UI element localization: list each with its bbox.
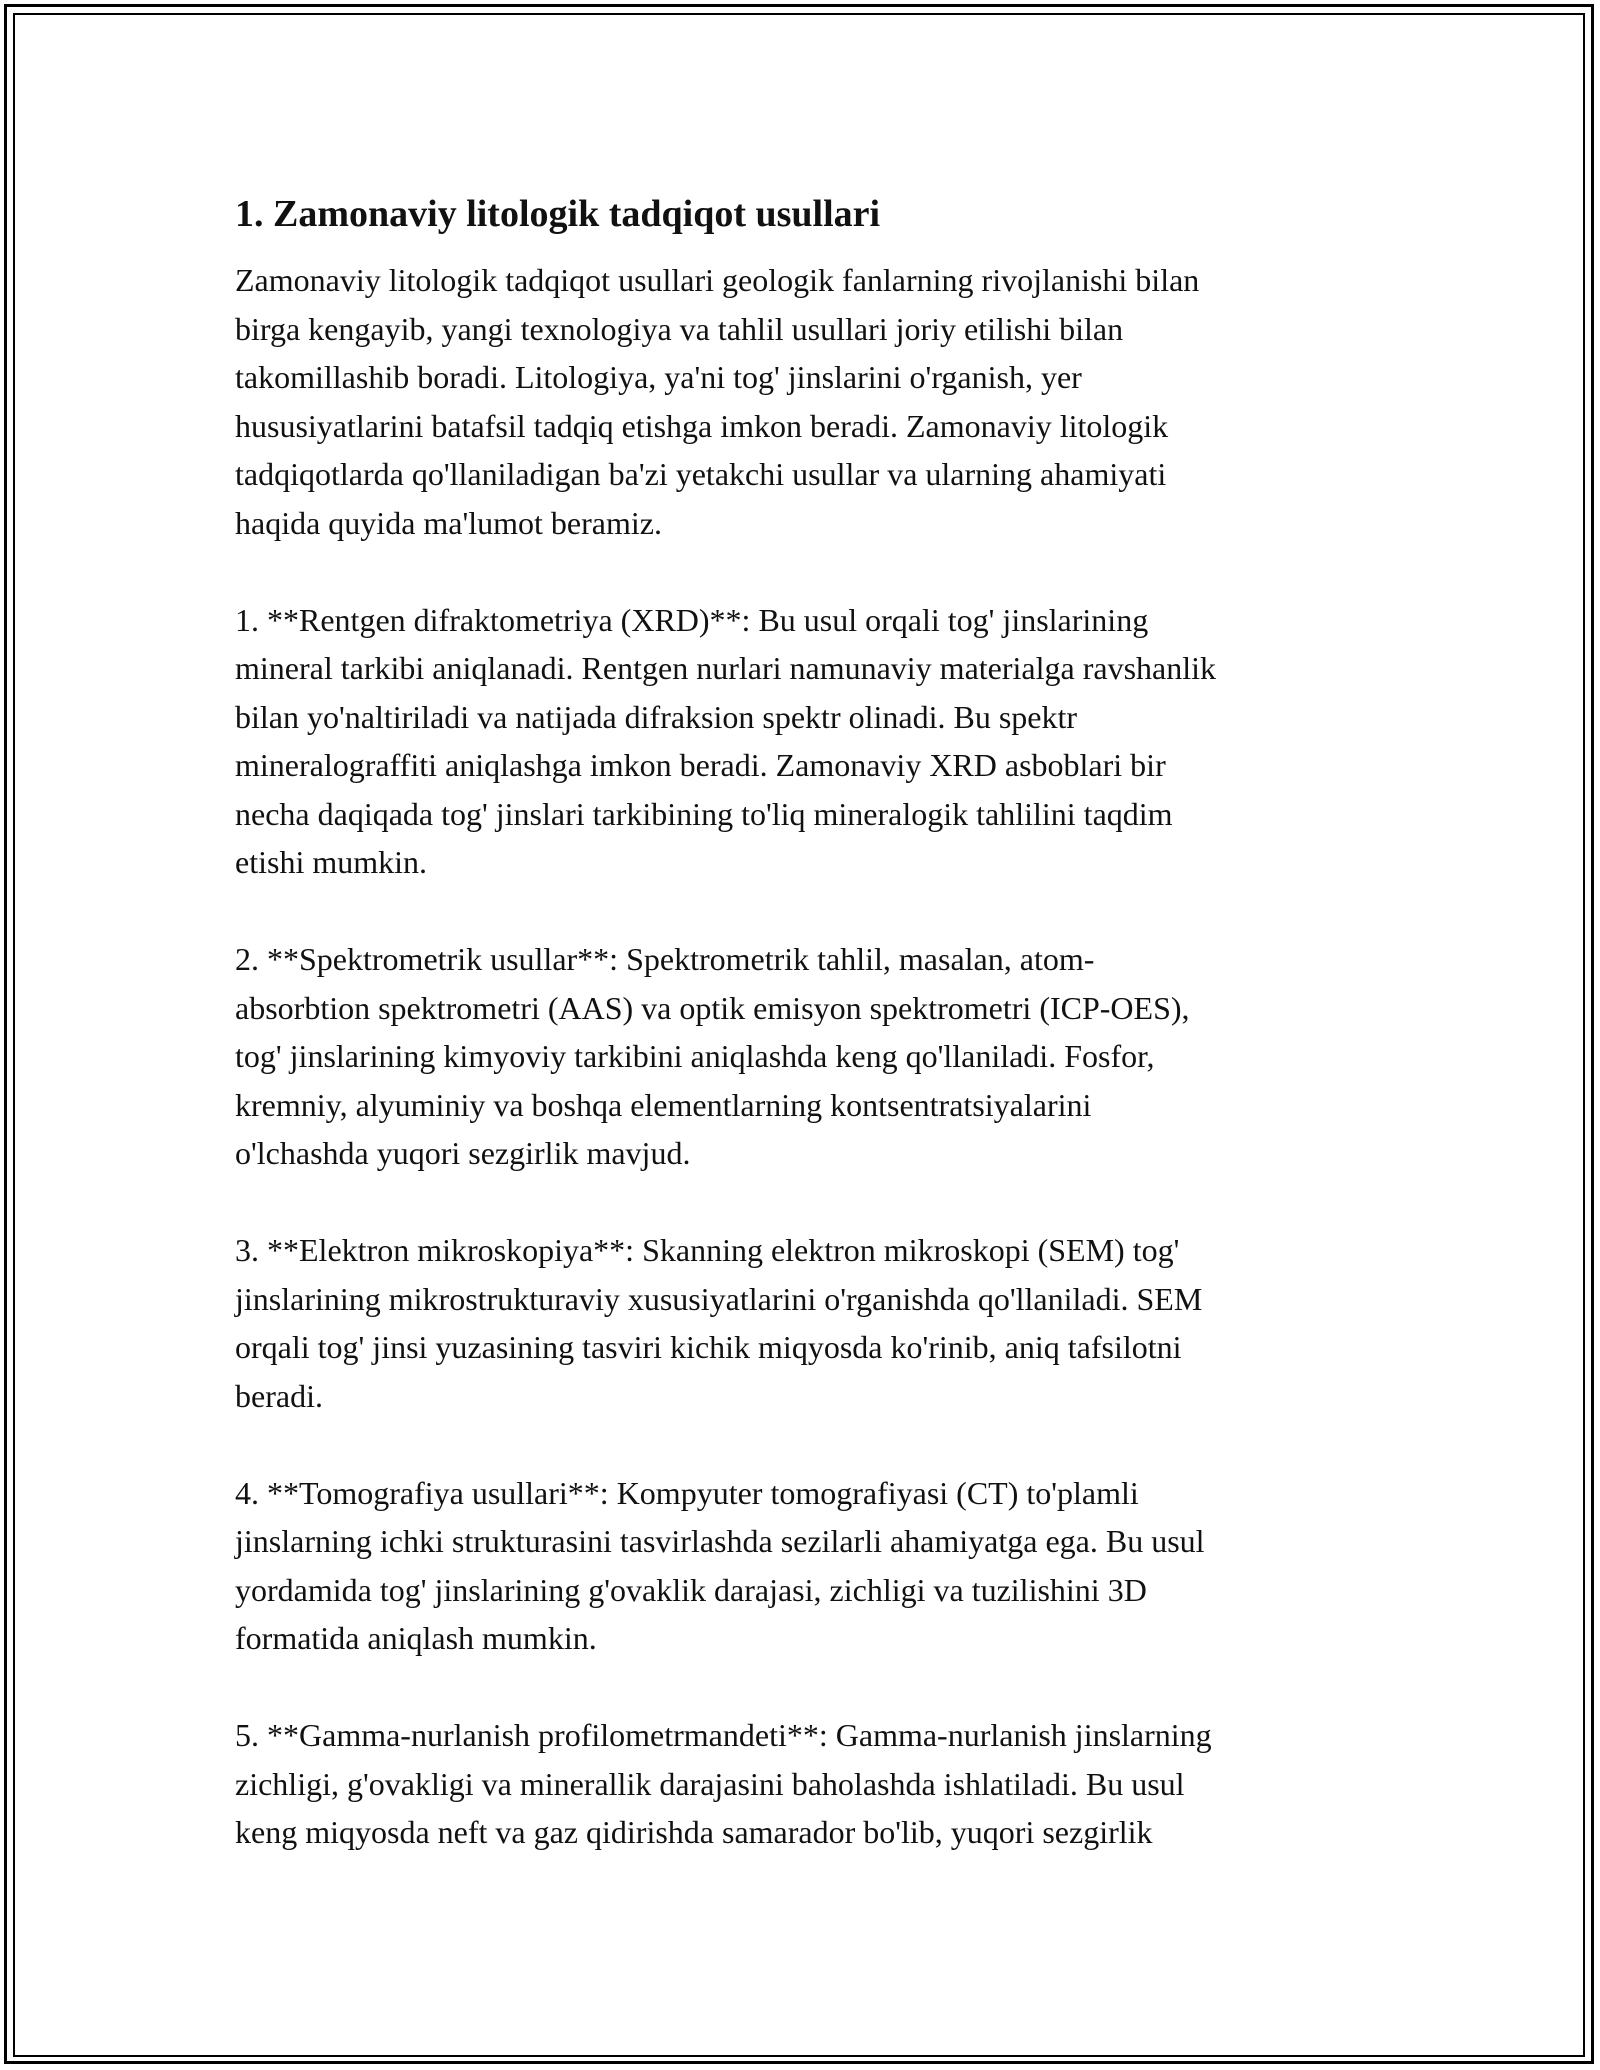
section-heading: 1. Zamonaviy litologik tadqiqot usullari [235,193,881,235]
list-item-xrd: 1. **Rentgen difraktometriya (XRD)**: Bu usul orqali tog' jinslarining mineral tarkibi aniqlanadi. Rentgen nurlari namunaviy materialga ravshanlik bilan yo'naltiriladi va natijada difraksion spektr olinadi. Bu spektr mineralograffiti aniqlashga imkon beradi. Zamonaviy XRD asboblari bir necha daqiqada tog' jinslari tarkibining to'liq mineralogik tahlilini taqdim etishi mumkin. [235,601,1216,880]
list-item-tomography: 4. **Tomografiya usullari**: Kompyuter tomografiyasi (CT) to'plamli jinslarning ichki strukturasini tasvirlashda sezilarli ahamiyatga ega. Bu usul yordamida tog' jinslarining g'ovaklik darajasi, zichligi va tuzilishini 3D formatida aniqlash mumkin. [235,1474,1205,1656]
list-item-spectrometry: 2. **Spektrometrik usullar**: Spektrometrik tahlil, masalan, atom- absorbtion spektrometri (AAS) va optik emisyon spektrometri (ICP-OES), tog' jinslarining kimyoviy tarkibini aniqlashda keng qo'llaniladi. Fosfor, kremniy, alyuminiy va boshqa elementlarning kontsentratsiyalarini o'lchashda yuqori sezgirlik mavjud. [235,941,1190,1171]
intro-paragraph: Zamonaviy litologik tadqiqot usullari geologik fanlarning rivojlanishi bilan birga kengayib, yangi texnologiya va tahlil usullari joriy etilishi bilan takomillashib boradi. Litologiya, ya'ni tog' jinslarini o'rganish, yer hususiyatlarini batafsil tadqiq etishga imkon beradi. Zamonaviy litologik tadqiqotlarda qo'llaniladigan ba'zi yetakchi usullar va ularning ahamiyati haqida quyida ma'lumot beramiz. [235,262,1200,541]
document-content [235,190,1375,1905]
list-item-gamma-radiation: 5. **Gamma-nurlanish profilometrmandeti**: Gamma-nurlanish jinslarning zichligi, g'ovakligi va minerallik darajasini baholashda ishlatiladi. Bu usul keng miqyosda neft va gaz qidirishda samarador bo'lib, yuqori sezgirlik [235,1717,1212,1850]
list-item-electron-microscopy: 3. **Elektron mikroskopiya**: Skanning elektron mikroskopi (SEM) tog' jinslarining mikrostrukturaviy xususiyatlarini o'rganishda qo'llaniladi. SEM orqali tog' jinsi yuzasining tasviri kichik miqyosda ko'rinib, aniq tafsilotni beradi. [235,1232,1203,1414]
